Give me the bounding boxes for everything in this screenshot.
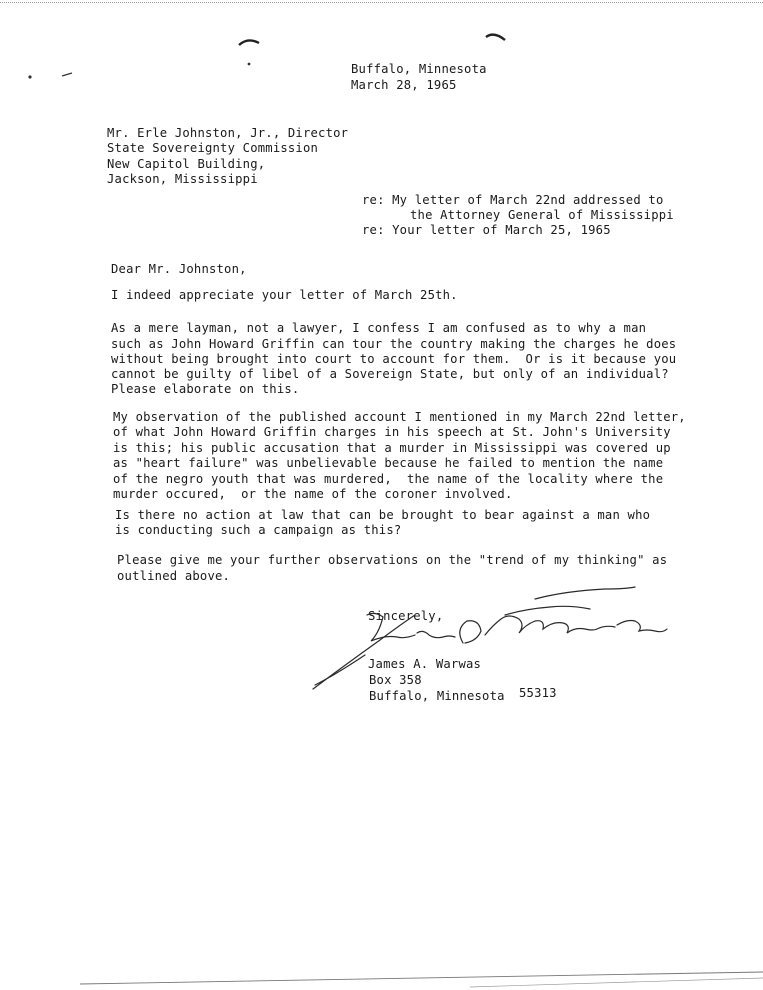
salutation: Dear Mr. Johnston, [111, 262, 247, 276]
paragraph-line: is conducting such a campaign as this? [115, 523, 402, 537]
paragraph-line: Is there no action at law that can be brought to bear against a man who [115, 508, 651, 522]
recipient-line: Mr. Erle Johnston, Jr., Director [107, 126, 349, 140]
paragraph-line: such as John Howard Griffin can tour the country making the charges he does [111, 337, 677, 351]
paragraph-line: As a mere layman, not a lawyer, I confess I am confused as to why a man [111, 321, 647, 335]
sender-zip: 55313 [519, 686, 557, 700]
paragraph-line: of the negro youth that was murdered, the name of the locality where the [113, 472, 664, 486]
scan-speck-icon [26, 70, 76, 82]
scan-bottom-edge-icon [0, 968, 763, 990]
paragraph-line: as "heart failure" was unbelievable because he failed to mention the name [113, 456, 664, 470]
sender-box: Box 358 [369, 673, 422, 687]
paragraph-line: Please give me your further observations on the "trend of my thinking" as [117, 553, 668, 567]
signature-name: James A. Warwas [368, 657, 482, 671]
re-line: re: Your letter of March 25, 1965 [362, 223, 611, 237]
paragraph-line: outlined above. [117, 569, 231, 583]
recipient-line: State Sovereignty Commission [107, 141, 319, 155]
re-line: re: My letter of March 22nd addressed to [362, 193, 664, 207]
recipient-line: New Capitol Building, [107, 157, 266, 171]
re-line: the Attorney General of Mississippi [410, 208, 674, 222]
paragraph-line: of what John Howard Griffin charges in his speech at St. John's University [113, 425, 671, 439]
letter-date: March 28, 1965 [351, 78, 457, 92]
recipient-line: Jackson, Mississippi [107, 172, 258, 186]
sender-city: Buffalo, Minnesota [351, 62, 487, 76]
paragraph-line: cannot be guilty of libel of a Sovereign State, but only of an individual? [111, 367, 669, 381]
paragraph-line: I indeed appreciate your letter of March 25th. [111, 288, 458, 302]
sender-address: Buffalo, Minnesota [369, 689, 505, 703]
paragraph-line: Please elaborate on this. [111, 382, 300, 396]
paragraph-line: murder occured, or the name of the coroner involved. [113, 487, 513, 501]
paragraph-line: without being brought into court to account for them. Or is it because you [111, 352, 677, 366]
scan-edge-dotted-border [0, 2, 763, 3]
closing: Sincerely, [368, 609, 444, 623]
scan-mark-right-icon [484, 30, 508, 44]
scan-speck-icon [245, 60, 253, 68]
paragraph-line: My observation of the published account I mentioned in my March 22nd letter, [113, 410, 686, 424]
handwritten-signature-icon [305, 585, 675, 695]
scan-mark-left-icon [237, 36, 261, 48]
paragraph-line: is this; his public accusation that a murder in Mississippi was covered up [113, 441, 671, 455]
